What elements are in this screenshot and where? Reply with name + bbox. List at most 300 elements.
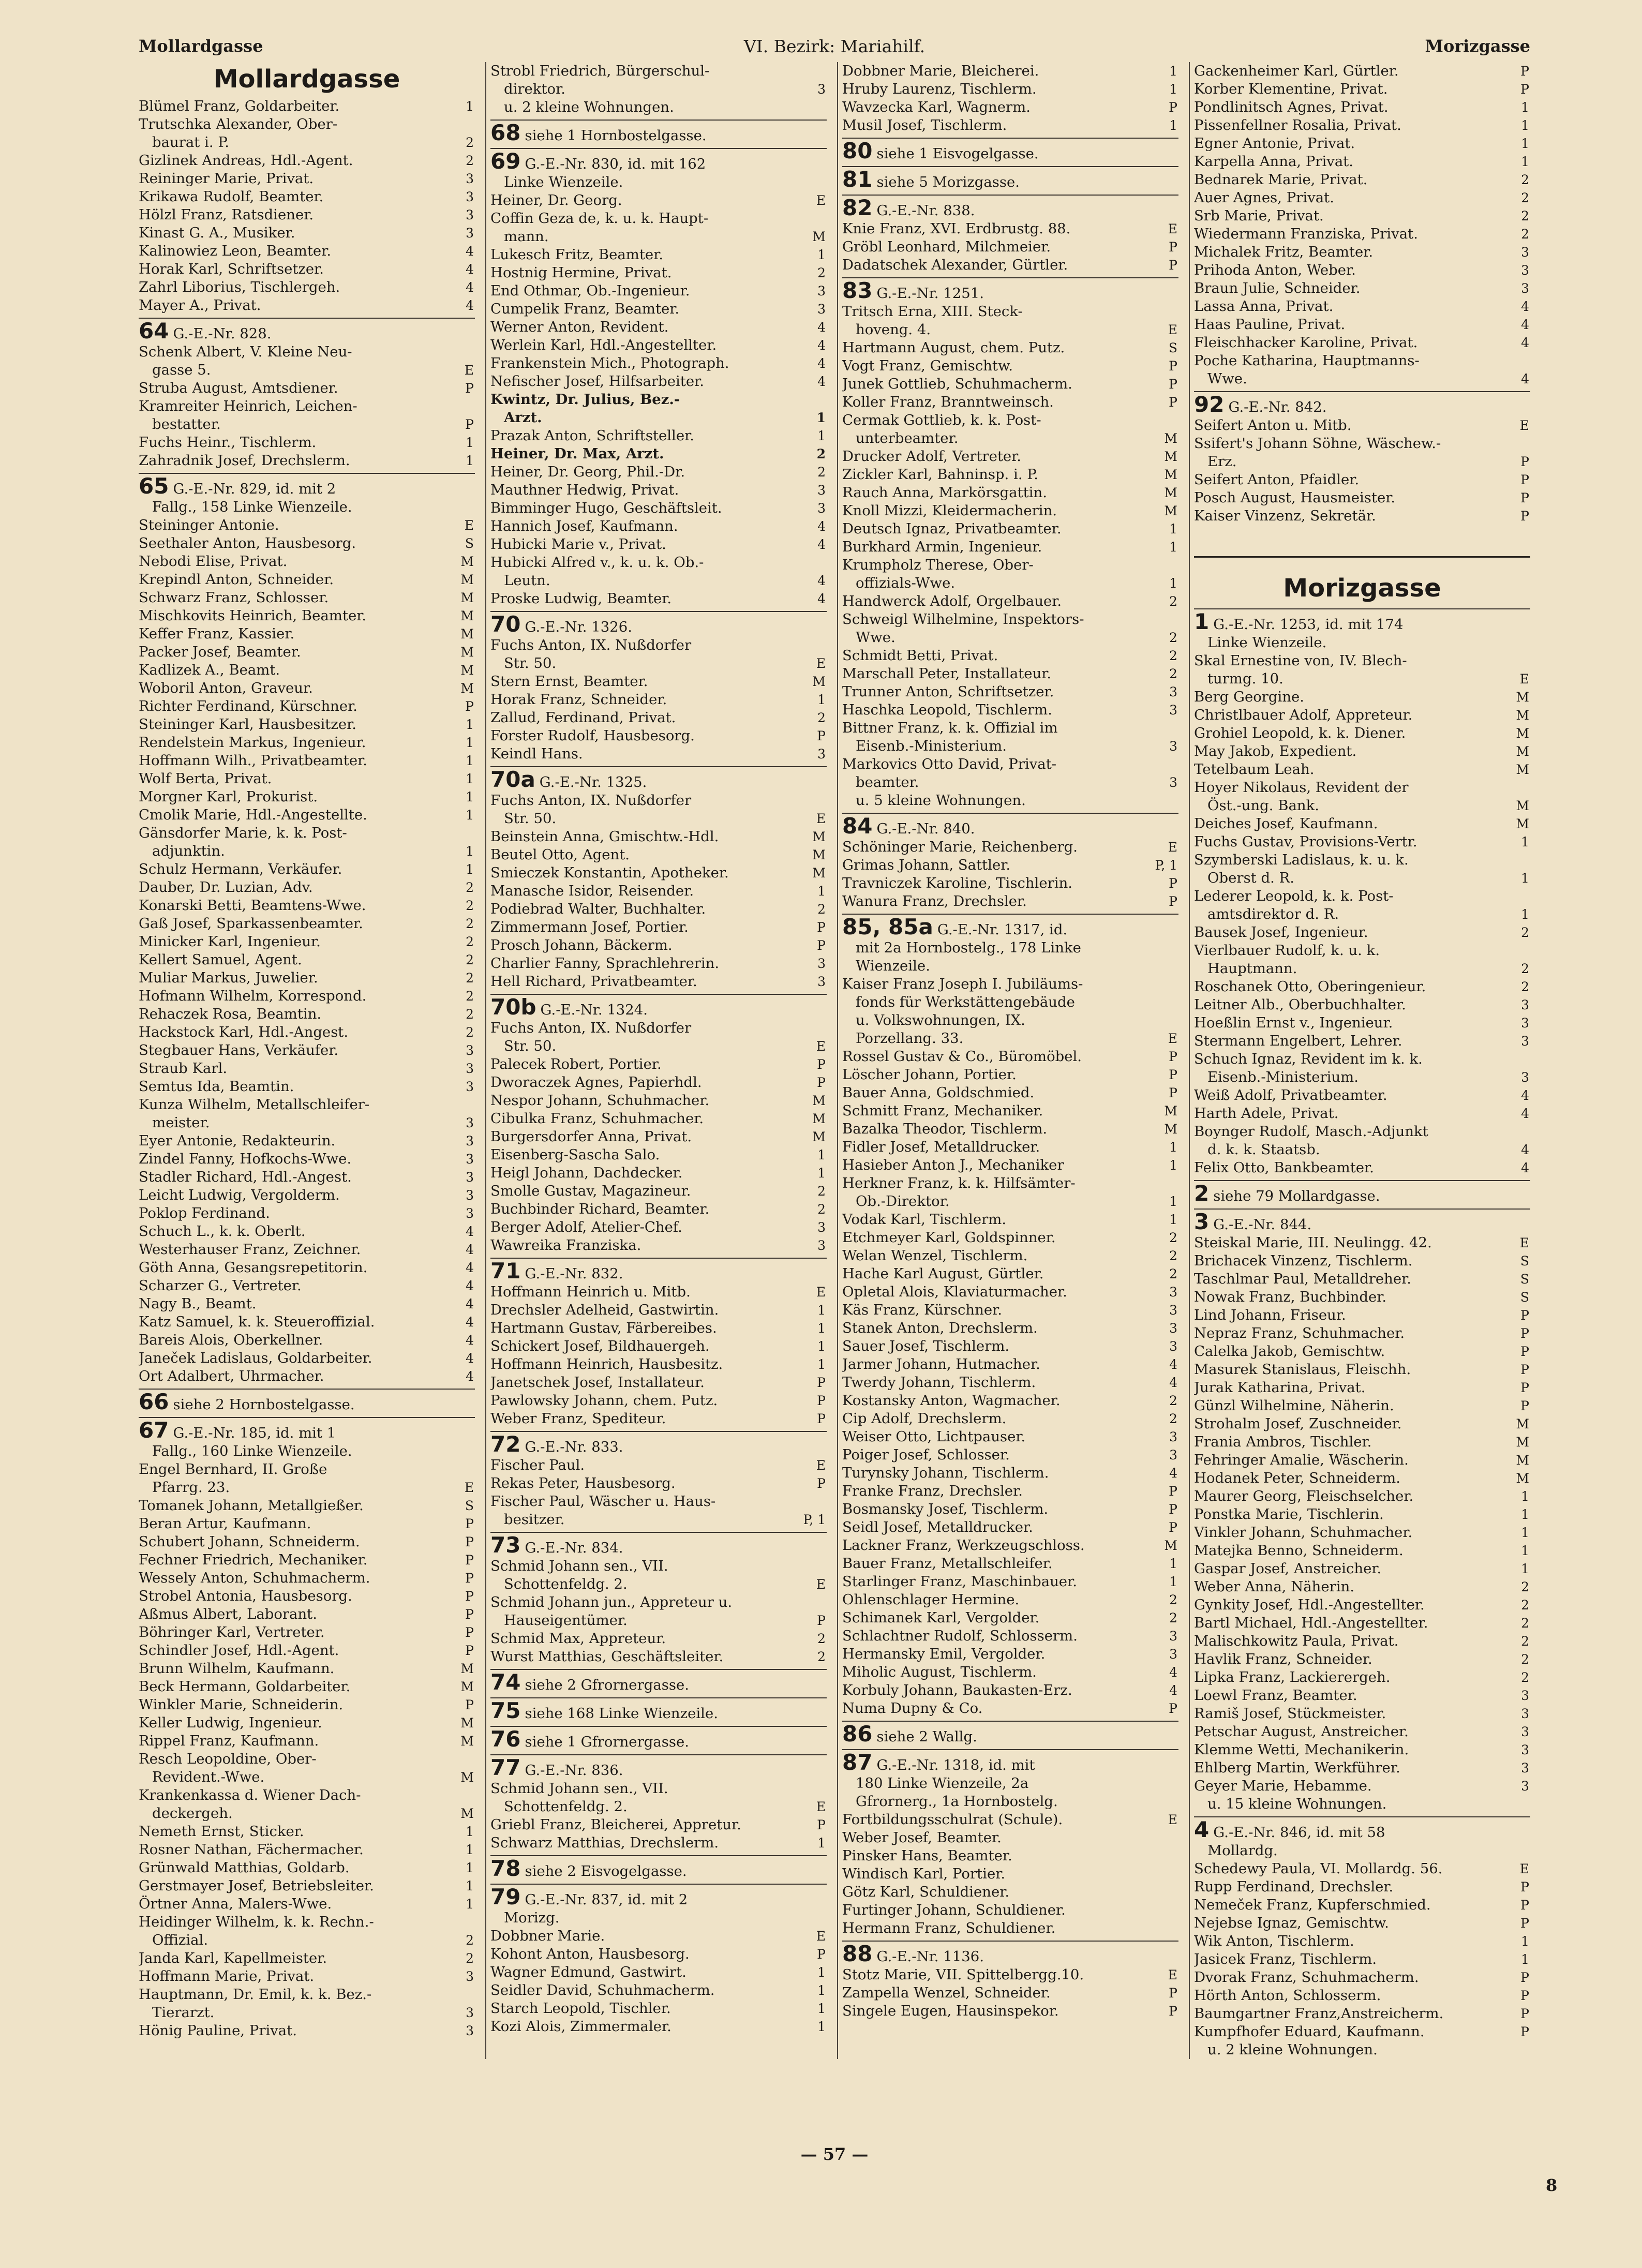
resident-text: Stern Ernst, Beamter. bbox=[490, 673, 648, 690]
resident-line bbox=[842, 1500, 1178, 1518]
floor-marker: M bbox=[1164, 449, 1177, 464]
resident-line bbox=[139, 1515, 475, 1533]
floor-marker: P bbox=[465, 1607, 474, 1622]
floor-marker: E bbox=[1168, 1812, 1177, 1827]
resident-text: Nemeček Franz, Kupferschmied. bbox=[1194, 1897, 1431, 1913]
column-3 bbox=[842, 62, 1178, 2069]
resident-text: Lukesch Fritz, Beamter. bbox=[490, 246, 664, 263]
resident-text: Stanek Anton, Drechslerm. bbox=[842, 1320, 1038, 1336]
resident-text: Knoll Mizzi, Kleidermacherin. bbox=[842, 502, 1057, 519]
resident-text: Griebl Franz, Bleicherei, Appretur. bbox=[490, 1816, 741, 1833]
resident-line bbox=[1194, 62, 1530, 80]
floor-marker: P bbox=[1169, 1986, 1177, 2001]
resident-text: Smolle Gustav, Magazineur. bbox=[490, 1183, 691, 1199]
resident-line bbox=[139, 553, 475, 571]
resident-line bbox=[1194, 2023, 1530, 2041]
house-info: G.-E.-Nr. 833. bbox=[525, 1439, 623, 1455]
floor-marker: P bbox=[1169, 1067, 1177, 1082]
resident-line bbox=[139, 1804, 475, 1823]
resident-line bbox=[842, 1555, 1178, 1573]
house-entry bbox=[842, 1749, 1178, 1774]
resident-line bbox=[842, 1120, 1178, 1138]
resident-line bbox=[490, 636, 827, 654]
floor-marker: P bbox=[465, 1571, 474, 1586]
resident-line bbox=[139, 1041, 475, 1060]
floor-marker: M bbox=[812, 1129, 826, 1144]
floor-marker: 1 bbox=[1169, 521, 1177, 536]
resident-text: Schöninger Marie, Reichenberg. bbox=[842, 839, 1078, 855]
resident-text: May Jakob, Expedient. bbox=[1194, 743, 1357, 759]
floor-marker: 1 bbox=[817, 1166, 826, 1181]
resident-line bbox=[842, 256, 1178, 274]
floor-marker: P bbox=[1169, 240, 1177, 255]
floor-marker: 1 bbox=[1521, 136, 1529, 151]
floor-marker: M bbox=[812, 1093, 826, 1108]
resident-text: Hostnig Hermine, Privat. bbox=[490, 264, 672, 281]
house-info: G.-E.-Nr. 1317, id. bbox=[937, 921, 1068, 938]
resident-text: Manasche Isidor, Reisender. bbox=[490, 883, 694, 899]
resident-text: Handwerck Adolf, Orgelbauer. bbox=[842, 593, 1062, 609]
resident-text: Pawlowsky Johann, chem. Putz. bbox=[490, 1392, 718, 1409]
resident-line bbox=[490, 1593, 827, 1612]
resident-line bbox=[490, 1780, 827, 1798]
resident-line bbox=[842, 502, 1178, 520]
resident-text: Hönig Pauline, Privat. bbox=[139, 2022, 297, 2039]
floor-marker: P bbox=[1520, 1398, 1529, 1413]
resident-line bbox=[490, 1218, 827, 1236]
resident-text: Günzl Wilhelmine, Näherin. bbox=[1194, 1397, 1394, 1414]
resident-text: Bimminger Hugo, Geschäftsleit. bbox=[490, 500, 722, 516]
resident-text: Gaß Josef, Sparkassenbeamter. bbox=[139, 915, 363, 932]
resident-text: Ssifert's Johann Söhne, Wäschew.- bbox=[1194, 435, 1441, 452]
resident-line bbox=[139, 1967, 475, 1986]
floor-marker: 1 bbox=[817, 1303, 826, 1318]
floor-marker: 1 bbox=[1521, 1489, 1529, 1504]
floor-marker: M bbox=[1164, 1103, 1177, 1118]
column-1 bbox=[139, 62, 475, 2069]
floor-marker: 3 bbox=[1521, 1779, 1529, 1794]
resident-line bbox=[842, 220, 1178, 238]
resident-line bbox=[139, 2004, 475, 2022]
resident-line bbox=[1194, 706, 1530, 724]
floor-marker: 4 bbox=[1169, 1357, 1177, 1372]
floor-marker: P bbox=[1520, 2006, 1529, 2021]
resident-text: Hörth Anton, Schlosserm. bbox=[1194, 1987, 1381, 2004]
house-entry bbox=[490, 120, 827, 145]
resident-text: Skal Ernestine von, IV. Blech- bbox=[1194, 652, 1407, 669]
resident-line bbox=[139, 1078, 475, 1096]
floor-marker: 2 bbox=[1169, 1248, 1177, 1263]
resident-text: Vodak Karl, Tischlerm. bbox=[842, 1211, 1007, 1228]
floor-marker: P bbox=[465, 1643, 474, 1658]
resident-line bbox=[842, 429, 1178, 447]
resident-line bbox=[139, 2022, 475, 2040]
floor-marker: 3 bbox=[1169, 775, 1177, 790]
resident-text: Fuchs Gustav, Provisions-Vertr. bbox=[1194, 833, 1417, 850]
floor-marker: 2 bbox=[466, 989, 474, 1004]
floor-marker: 1 bbox=[817, 2019, 826, 2034]
resident-text: Gröbl Leonhard, Milchmeier. bbox=[842, 238, 1051, 255]
floor-marker: 1 bbox=[816, 410, 826, 425]
floor-marker: 1 bbox=[1169, 1212, 1177, 1227]
floor-marker: P bbox=[1520, 1380, 1529, 1395]
floor-marker: 1 bbox=[1521, 1525, 1529, 1540]
floor-marker: 2 bbox=[466, 1933, 474, 1948]
floor-marker: 3 bbox=[1521, 1016, 1529, 1031]
resident-text: besitzer. bbox=[504, 1511, 565, 1528]
floor-marker: 4 bbox=[1521, 1142, 1529, 1157]
resident-line bbox=[490, 918, 827, 936]
resident-line bbox=[842, 1811, 1178, 1829]
resident-line bbox=[1194, 1361, 1530, 1379]
floor-marker: 2 bbox=[1521, 1579, 1529, 1594]
house-info: G.-E.-Nr. 834. bbox=[525, 1540, 623, 1556]
resident-text: Tierarzt. bbox=[152, 2004, 215, 2021]
resident-text: Hache Karl August, Gürtler. bbox=[842, 1265, 1044, 1282]
resident-text: Herkner Franz, k. k. Hilfsämter- bbox=[842, 1175, 1076, 1191]
resident-line bbox=[842, 447, 1178, 466]
floor-marker: M bbox=[460, 1770, 474, 1785]
floor-marker: P bbox=[817, 1817, 826, 1832]
house-number: 78 bbox=[490, 1856, 521, 1881]
resident-text: Zimmermann Josef, Portier. bbox=[490, 919, 689, 935]
resident-text: Matejka Benno, Schneiderm. bbox=[1194, 1542, 1404, 1559]
resident-text: Horak Karl, Schriftsetzer. bbox=[139, 261, 324, 277]
resident-text: Pondlinitsch Agnes, Privat. bbox=[1194, 99, 1389, 115]
resident-line bbox=[139, 1660, 475, 1678]
resident-line bbox=[139, 697, 475, 715]
resident-text: Nefischer Josef, Hilfsarbeiter. bbox=[490, 373, 704, 390]
house-info: G.-E.-Nr. 185, id. mit 1 bbox=[173, 1425, 336, 1441]
house-number: 77 bbox=[490, 1755, 521, 1780]
resident-text: unterbeamter. bbox=[856, 430, 959, 446]
resident-text: baurat i. P. bbox=[152, 134, 229, 151]
resident-text: Bauer Anna, Goldschmied. bbox=[842, 1084, 1035, 1101]
resident-line bbox=[842, 1192, 1178, 1211]
resident-line bbox=[1194, 960, 1530, 978]
resident-text: Auer Agnes, Privat. bbox=[1194, 189, 1334, 206]
street-heading: Mollardgasse bbox=[213, 65, 400, 94]
resident-line bbox=[490, 1557, 827, 1575]
floor-marker: M bbox=[1516, 744, 1529, 759]
resident-line bbox=[139, 1913, 475, 1931]
resident-text: beamter. bbox=[856, 774, 919, 790]
resident-text: Kaiser Franz Joseph I. Jubiläums- bbox=[842, 976, 1083, 992]
resident-line bbox=[490, 1055, 827, 1073]
floor-marker: M bbox=[460, 554, 474, 569]
resident-line bbox=[490, 372, 827, 391]
resident-line bbox=[1194, 1288, 1530, 1306]
resident-line bbox=[842, 1865, 1178, 1883]
house-info: G.-E.-Nr. 1324. bbox=[540, 1002, 648, 1018]
floor-marker: 4 bbox=[817, 591, 826, 606]
resident-text: Hoffmann Marie, Privat. bbox=[139, 1968, 315, 1984]
floor-marker: 3 bbox=[817, 974, 826, 989]
resident-text: Hasieber Anton J., Mechaniker bbox=[842, 1157, 1064, 1173]
resident-line bbox=[1194, 171, 1530, 189]
resident-line bbox=[490, 954, 827, 973]
resident-line bbox=[1194, 688, 1530, 706]
floor-marker: 1 bbox=[466, 844, 474, 859]
resident-line bbox=[139, 1931, 475, 1949]
resident-line bbox=[1194, 207, 1530, 225]
floor-marker: 3 bbox=[1169, 1448, 1177, 1463]
floor-marker: 4 bbox=[1169, 1466, 1177, 1481]
resident-text: Schwarz Franz, Schlosser. bbox=[139, 589, 329, 606]
resident-line bbox=[1194, 1614, 1530, 1632]
resident-line bbox=[139, 1497, 475, 1515]
resident-line bbox=[139, 278, 475, 296]
floor-marker: 4 bbox=[817, 519, 826, 534]
resident-text: Winkler Marie, Schneiderin. bbox=[139, 1696, 344, 1713]
resident-line bbox=[139, 987, 475, 1005]
resident-line bbox=[490, 709, 827, 727]
resident-line bbox=[842, 1609, 1178, 1627]
floor-marker: 1 bbox=[466, 1860, 474, 1875]
floor-marker: P bbox=[1169, 359, 1177, 374]
floor-marker: 3 bbox=[466, 1188, 474, 1203]
floor-marker: 2 bbox=[1169, 1393, 1177, 1408]
floor-marker: M bbox=[460, 608, 474, 623]
resident-line bbox=[1194, 942, 1530, 960]
resident-line bbox=[490, 1474, 827, 1493]
floor-marker: 2 bbox=[817, 265, 826, 280]
resident-text: Kohont Anton, Hausbesorg. bbox=[490, 1946, 690, 1962]
header-district: VI. Bezirk: Mariahilf. bbox=[743, 36, 926, 56]
floor-marker: E bbox=[464, 363, 474, 378]
floor-marker: P bbox=[1169, 876, 1177, 891]
resident-text: Starlinger Franz, Maschinbauer. bbox=[842, 1573, 1077, 1590]
resident-line bbox=[139, 1241, 475, 1259]
resident-line bbox=[490, 828, 827, 846]
house-entry bbox=[1194, 1208, 1530, 1234]
resident-line bbox=[139, 897, 475, 915]
resident-text: Kramreiter Heinrich, Leichen- bbox=[139, 398, 357, 414]
resident-line bbox=[490, 792, 827, 810]
resident-text: Fallg., 158 Linke Wienzeile. bbox=[152, 499, 352, 515]
resident-line bbox=[1194, 80, 1530, 98]
resident-text: Berg Georgine. bbox=[1194, 689, 1305, 705]
resident-text: Bosmansky Josef, Tischlerm. bbox=[842, 1501, 1049, 1517]
house-number: 69 bbox=[490, 148, 521, 174]
resident-line bbox=[842, 538, 1178, 556]
floor-marker: M bbox=[1516, 1435, 1529, 1450]
resident-line bbox=[1194, 1252, 1530, 1270]
resident-text: Horak Franz, Schneider. bbox=[490, 691, 667, 708]
house-number: 73 bbox=[490, 1532, 521, 1558]
resident-text: Strobl Friedrich, Bürgerschul- bbox=[490, 63, 710, 79]
floor-marker: P bbox=[1169, 1484, 1177, 1499]
resident-line bbox=[842, 1627, 1178, 1645]
resident-line bbox=[139, 1132, 475, 1150]
resident-line bbox=[1194, 1668, 1530, 1687]
floor-marker: 4 bbox=[817, 338, 826, 353]
resident-text: Forster Rudolf, Hausbesorg. bbox=[490, 727, 695, 744]
floor-marker: E bbox=[1168, 840, 1177, 855]
resident-line bbox=[139, 1442, 475, 1460]
resident-text: Turynsky Johann, Tischlerm. bbox=[842, 1465, 1049, 1481]
house-number: 87 bbox=[842, 1750, 873, 1775]
resident-line bbox=[490, 1319, 827, 1337]
resident-line bbox=[842, 957, 1178, 975]
house-entry bbox=[842, 914, 1178, 939]
floor-marker: E bbox=[816, 193, 826, 208]
resident-text: Hoeßlin Ernst v., Ingenieur. bbox=[1194, 1014, 1393, 1031]
resident-line bbox=[842, 238, 1178, 256]
resident-text: Janeček Ladislaus, Goldarbeiter. bbox=[139, 1350, 372, 1366]
resident-line bbox=[139, 152, 475, 170]
resident-line bbox=[842, 874, 1178, 892]
house-entry bbox=[842, 138, 1178, 163]
resident-text: Kellert Samuel, Agent. bbox=[139, 951, 302, 968]
resident-text: Krumpholz Therese, Ober- bbox=[842, 557, 1034, 573]
resident-line bbox=[139, 1313, 475, 1331]
resident-line bbox=[842, 1774, 1178, 1793]
resident-line bbox=[842, 755, 1178, 773]
resident-line bbox=[139, 1551, 475, 1569]
resident-line bbox=[139, 824, 475, 842]
resident-line bbox=[842, 62, 1178, 80]
resident-line bbox=[139, 951, 475, 969]
floor-marker: P bbox=[465, 381, 474, 396]
house-number: 70b bbox=[490, 994, 536, 1020]
resident-line bbox=[490, 1037, 827, 1055]
resident-text: Zindel Fanny, Hofkochs-Wwe. bbox=[139, 1151, 352, 1167]
resident-line bbox=[1194, 742, 1530, 760]
house-entry bbox=[490, 1855, 827, 1881]
resident-line bbox=[139, 1841, 475, 1859]
floor-marker: 1 bbox=[1521, 1507, 1529, 1522]
resident-line bbox=[139, 1895, 475, 1913]
floor-marker: E bbox=[1519, 1235, 1529, 1250]
resident-line bbox=[1194, 352, 1530, 370]
resident-text: Revident.-Wwe. bbox=[152, 1769, 265, 1785]
resident-text: Kalinowiez Leon, Beamter. bbox=[139, 243, 332, 259]
house-entry bbox=[842, 166, 1178, 191]
floor-marker: 3 bbox=[817, 302, 826, 317]
resident-line bbox=[490, 2000, 827, 2018]
floor-marker: E bbox=[464, 1480, 474, 1495]
floor-marker: E bbox=[816, 1039, 826, 1054]
resident-text: Schmid Johann jun., Appreteur u. bbox=[490, 1594, 733, 1610]
resident-line bbox=[139, 1204, 475, 1222]
resident-text: Michalek Fritz, Beamter. bbox=[1194, 244, 1374, 260]
resident-text: Malischkowitz Paula, Privat. bbox=[1194, 1633, 1399, 1649]
resident-text: Dauber, Dr. Luzian, Adv. bbox=[139, 879, 313, 896]
resident-text: Kumpfhofer Eduard, Kaufmann. bbox=[1194, 2023, 1425, 2040]
resident-text: Hartmann August, chem. Putz. bbox=[842, 339, 1065, 356]
resident-line bbox=[842, 1699, 1178, 1718]
floor-marker: 2 bbox=[1521, 1634, 1529, 1649]
resident-text: Str. 50. bbox=[504, 1038, 557, 1054]
resident-line bbox=[1194, 1050, 1530, 1068]
resident-line bbox=[490, 191, 827, 210]
resident-text: Struba August, Amtsdiener. bbox=[139, 380, 338, 396]
resident-text: Mauthner Hedwig, Privat. bbox=[490, 482, 679, 498]
floor-marker: 1 bbox=[817, 428, 826, 443]
resident-line bbox=[842, 592, 1178, 610]
house-entry bbox=[490, 1532, 827, 1557]
resident-line bbox=[1194, 779, 1530, 797]
resident-text: amtsdirektor d. R. bbox=[1207, 906, 1339, 922]
resident-line bbox=[842, 1029, 1178, 1048]
floor-marker: 3 bbox=[466, 189, 474, 204]
house-entry bbox=[490, 1431, 827, 1456]
resident-line bbox=[490, 1128, 827, 1146]
resident-line bbox=[490, 673, 827, 691]
resident-line bbox=[490, 336, 827, 354]
resident-text: adjunktin. bbox=[152, 843, 225, 859]
resident-line bbox=[139, 1331, 475, 1349]
column-divider bbox=[1189, 62, 1190, 2059]
resident-text: Bareis Alois, Oberkellner. bbox=[139, 1332, 323, 1348]
resident-text: Furtinger Johann, Schuldiener. bbox=[842, 1902, 1066, 1918]
resident-text: Kozi Alois, Zimmermaler. bbox=[490, 2018, 671, 2035]
floor-marker: P bbox=[1520, 1970, 1529, 1985]
resident-text: Lackner Franz, Werkzeugschloss. bbox=[842, 1537, 1085, 1554]
resident-text: Prosch Johann, Bäckerm. bbox=[490, 937, 673, 953]
floor-marker: S bbox=[1520, 1272, 1529, 1287]
resident-line bbox=[490, 1648, 827, 1666]
resident-line bbox=[139, 242, 475, 260]
resident-line bbox=[139, 361, 475, 379]
resident-line bbox=[490, 1236, 827, 1255]
resident-text: Schweigl Wilhelmine, Inspektors- bbox=[842, 611, 1084, 628]
resident-line bbox=[842, 939, 1178, 957]
floor-marker: 1 bbox=[466, 753, 474, 768]
floor-marker: E bbox=[1519, 418, 1529, 433]
floor-marker: 1 bbox=[466, 862, 474, 877]
resident-line bbox=[490, 1630, 827, 1648]
floor-marker: 1 bbox=[817, 1357, 826, 1372]
resident-text: Stotz Marie, VII. Spittelbergg.10. bbox=[842, 1966, 1084, 1983]
resident-line bbox=[842, 737, 1178, 755]
floor-marker: 3 bbox=[1169, 1647, 1177, 1662]
floor-marker: 4 bbox=[817, 320, 826, 335]
resident-text: Schottenfeldg. 2. bbox=[504, 1576, 628, 1592]
house-info: siehe 1 Eisvogelgasse. bbox=[876, 145, 1039, 162]
resident-text: Fuchs Heinr., Tischlerm. bbox=[139, 434, 317, 451]
floor-marker: 2 bbox=[1169, 1592, 1177, 1607]
floor-marker: 1 bbox=[1169, 118, 1177, 133]
house-entry bbox=[139, 318, 475, 343]
resident-line bbox=[490, 264, 827, 282]
resident-line bbox=[139, 1859, 475, 1877]
floor-marker: 3 bbox=[1169, 1339, 1177, 1354]
resident-text: Schickert Josef, Bildhauergeh. bbox=[490, 1338, 710, 1354]
resident-line bbox=[1194, 453, 1530, 471]
resident-line bbox=[1194, 978, 1530, 996]
floor-marker: 2 bbox=[466, 952, 474, 967]
resident-text: Calelka Jakob, Gemischtw. bbox=[1194, 1343, 1385, 1360]
resident-line bbox=[1194, 297, 1530, 316]
floor-marker: 3 bbox=[1521, 1070, 1529, 1085]
resident-text: Ponstka Marie, Tischlerin. bbox=[1194, 1506, 1384, 1523]
resident-text: Fortbildungsschulrat (Schule). bbox=[842, 1811, 1063, 1828]
resident-line bbox=[1194, 851, 1530, 869]
floor-marker: 4 bbox=[466, 1369, 474, 1384]
resident-line bbox=[1194, 760, 1530, 779]
floor-marker: 4 bbox=[817, 537, 826, 552]
resident-text: Kinast G. A., Musiker. bbox=[139, 225, 295, 241]
resident-line bbox=[1194, 1524, 1530, 1542]
resident-line bbox=[139, 1877, 475, 1895]
floor-marker: 1 bbox=[1169, 1140, 1177, 1155]
resident-line bbox=[1194, 279, 1530, 297]
resident-text: Podiebrad Walter, Buchhalter. bbox=[490, 901, 706, 917]
floor-marker: 4 bbox=[1521, 299, 1529, 314]
resident-line bbox=[139, 1023, 475, 1041]
